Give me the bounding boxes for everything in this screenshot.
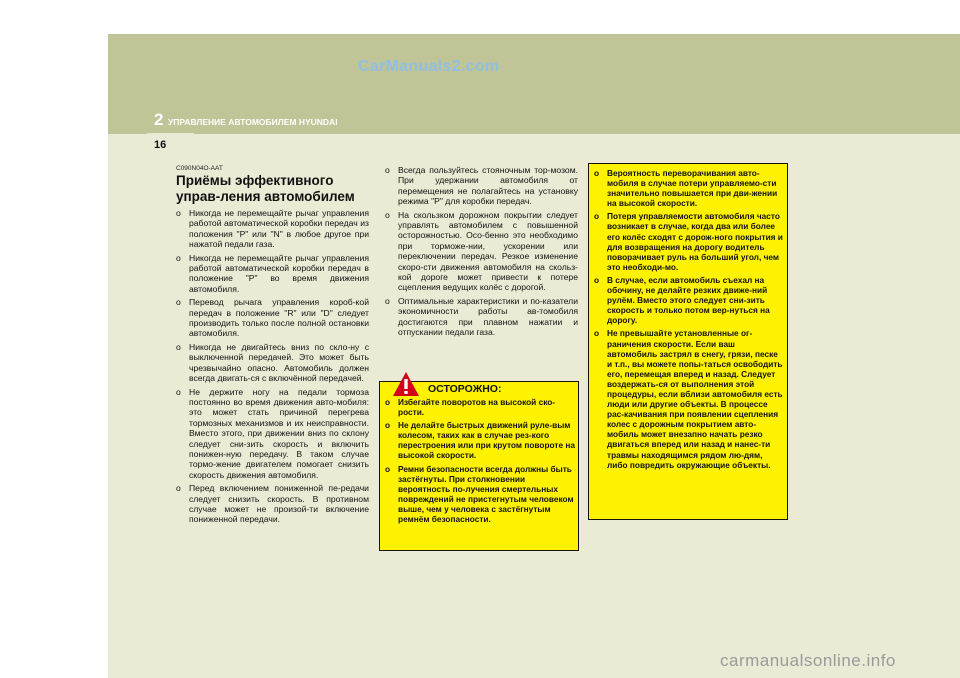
list-item: o Никогда не перемещайте рычаг управления работой автоматической коробки передач из положения "P" или "N" в любое другое при нажатой педали газа. <box>176 208 369 250</box>
bullet-icon: o <box>176 341 181 352</box>
bullet-icon: o <box>176 208 181 218</box>
bullet-icon: o <box>594 328 600 339</box>
page-number: 16 <box>154 139 167 151</box>
section-number: 2 <box>154 110 164 129</box>
column-2 <box>385 165 578 341</box>
warning-list <box>385 397 575 527</box>
bullet-icon: o <box>385 463 391 474</box>
bullet-icon: o <box>176 386 181 397</box>
bullet-icon: o <box>176 297 181 308</box>
column-1 <box>176 208 369 528</box>
list-item: o Вероятность переворачивания авто-мобиля в случае потери управляемо-сти значительно повышается при дви-жении на высокой скорости. <box>594 168 778 209</box>
warning-title: ОСТОРОЖНО: <box>428 383 502 395</box>
bullet-icon: o <box>176 483 181 494</box>
bullet-icon: o <box>594 211 600 222</box>
list-item: o В случае, если автомобиль съехал на обочину, не делайте резких движе-ний рулём. Вместо этого следует сни-зить скорость и только потом вер-нуться на дорогу. <box>594 274 770 326</box>
list-item: o Всегда пользуйтесь стояночным тор-мозом. При удержании автомобиля от перемещения не полагайтесь на установку режима "P" для коробки передач. <box>385 165 578 207</box>
list-item: o Не превышайте установленные ог-раничения скорости. Если ваш автомобиль застрял в снегу, грязи, песке и т.п., вы можете попы-таться освободить его, перемещая вперед и назад. Следует воздержать-ся от выполнения этой процедуры, если вблизи автомобиля есть люди или другие объекты. В процессе рас-качивания при появлении сцепления колес с дорожным покрытием авто-мобиль может внезапно начать резко двигаться вперед или назад и нанес-ти травмы находящимся рядом лю-дям, либо повредить окружающие объекты. <box>594 328 783 470</box>
section-title: УПРАВЛЕНИЕ АВТОМОБИЛЕМ HYUNDAI <box>168 117 338 127</box>
bullet-icon: o <box>385 209 390 220</box>
list-item: o Потеря управляемости автомобиля часто возникает в случае, когда два или более его колёс сходят с дорож-ного покрытия и для возвращения на дорогу водитель поворачивает руль на больший угол, чем это необходи-мо. <box>594 211 783 272</box>
page-title: Приёмы эффективного управ-ления автомобилем <box>176 173 355 204</box>
list-item: o Перед включением пониженной пе-редачи следует снизить скорость. В противном случае может не произой-ти включение пониженной передачи. <box>176 483 369 525</box>
list-item: o Никогда не перемещайте рычаг управления работой автоматической коробки передач в положение "P" во время движения автомобиля. <box>176 252 369 294</box>
section-code: C090N04O-AAT <box>176 165 223 172</box>
list-item: o Никогда не двигайтесь вниз по скло-ну с выключенной передачей. Это может быть чрезвычайно опасно. Автомобиль должен всегда двигать-ся с включённой передачей. <box>176 341 369 384</box>
page-number-tab <box>140 133 194 153</box>
list-item: o Оптимальные характеристики и по-казатели экономичности работы ав-томобиля достигаются при плавном нажатии и отпускании педали газа. <box>385 295 578 338</box>
footer-link[interactable]: carmanualsonline.info <box>720 651 896 670</box>
column-3 <box>594 168 784 473</box>
list-item: o Не держите ногу на педали тормоза постоянно во время движения авто-мобиля: это может стать причиной перегрева тормозных механизмов и их неисправности. Вместо этого, при движении вниз по склону следует сни-зить скорость и включить понижен-ную передачу. В таком случае тормо-жение двигателем помогает снизить скорость движения автомобиля. <box>176 386 369 480</box>
list-item: o Перевод рычага управления короб-кой передач в положение "R" или "D" следует производить только после полной остановки автомобиля. <box>176 297 369 339</box>
bullet-icon: o <box>176 252 181 263</box>
list-item: o Избегайте поворотов на высокой ско-рости. <box>385 397 556 418</box>
list-item: o Ремни безопасности всегда должны быть застёгнуты. При столкновении вероятность по-лучения смертельных повреждений не пристегнутым человеком выше, чем у человека с застёгнутым ремнём безопасности. <box>385 463 574 525</box>
bullet-icon: o <box>594 274 600 285</box>
watermark-link[interactable]: CarManuals2.com <box>358 58 500 75</box>
bullet-icon: o <box>385 420 391 431</box>
list-item: o На скользком дорожном покрытии следует управлять автомобилем с повышенной осторожностью. Осо-бенно это необходимо при торможе-нии, ускорении или переключении передач. Резкое изменение скоро-сти движения автомобиля на скольз-кой дороге может привести к потере сцепления ведущих колёс с дорогой. <box>385 209 578 293</box>
bullet-icon: o <box>385 397 391 407</box>
list-item: o Не делайте быстрых движений руле-вым колесом, таких как в случае рез-кого перестроения или при крутом повороте на высокой скорости. <box>385 420 576 461</box>
warning-icon <box>392 371 420 397</box>
bullet-icon: o <box>385 295 390 306</box>
bullet-icon: o <box>594 168 600 178</box>
bullet-icon: o <box>385 165 390 175</box>
